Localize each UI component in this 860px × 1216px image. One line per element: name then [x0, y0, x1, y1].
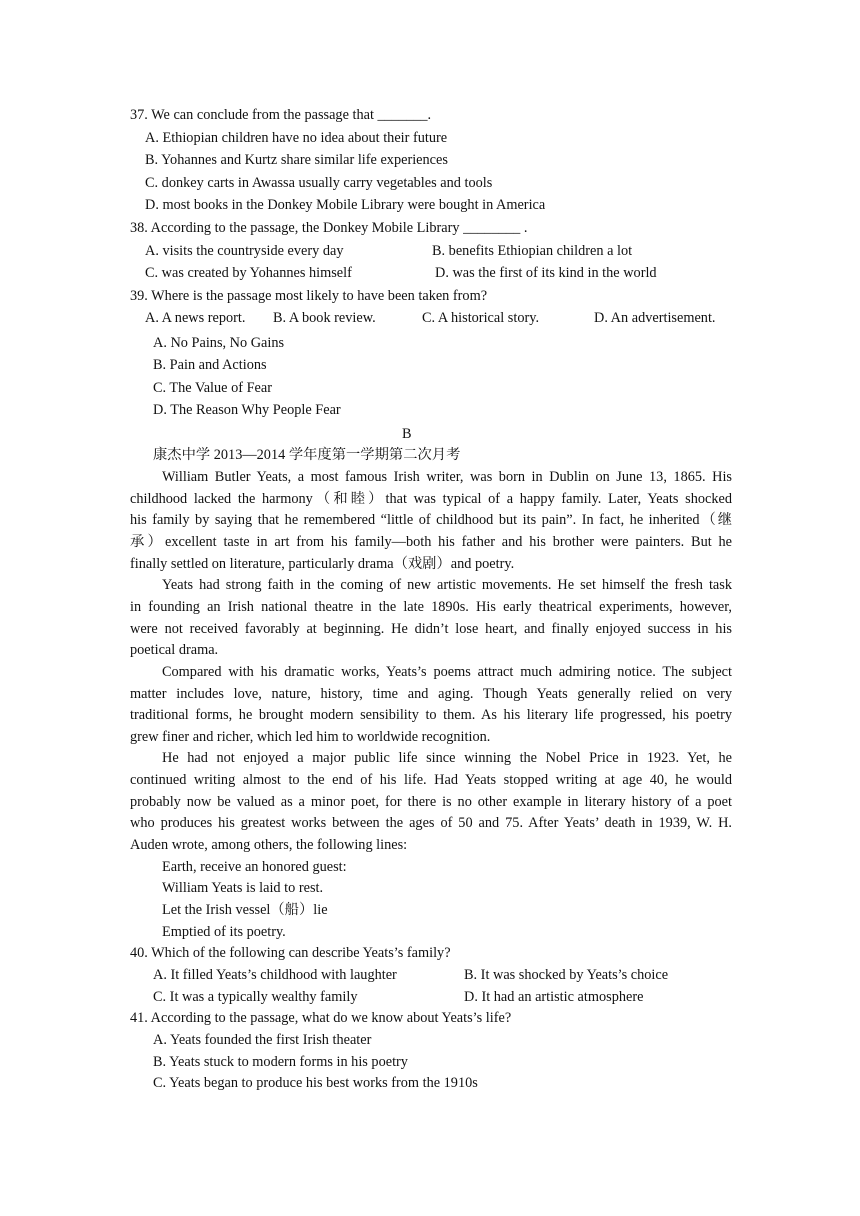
poem-line-4: Emptied of its poetry.	[162, 924, 286, 940]
p4-line-4: who produces his greatest works between the ages of 50 and 75. After Yeats’ death in 1939, W. H.	[130, 815, 732, 831]
q41-option-b: B. Yeats stuck to modern forms in his poetry	[153, 1054, 408, 1070]
p1-line-3: his family by saying that he remembered “little of childhood but its pain”. In fact, he inherited（继	[130, 512, 732, 528]
p3-line-4: grew finer and richer, which led him to worldwide recognition.	[130, 729, 491, 745]
poem-line-3: Let the Irish vessel（船）lie	[162, 902, 328, 918]
p3-line-3: traditional forms, he brought modern sensibility to them. As his literary life progressed, his poetry	[130, 707, 732, 723]
extra-option-d: D. The Reason Why People Fear	[153, 402, 341, 418]
q37-option-a: A. Ethiopian children have no idea about their future	[145, 130, 448, 146]
q37-option-d: D. most books in the Donkey Mobile Library were bought in America	[145, 197, 546, 213]
poem-line-1: Earth, receive an honored guest:	[162, 859, 347, 875]
p2-line-1: Yeats had strong faith in the coming of new artistic movements. He set himself the fresh task	[162, 577, 732, 593]
p2-line-2: in founding an Irish national theatre in the late 1890s. His early theatrical experiments, however,	[130, 599, 732, 615]
q41-stem: 41. According to the passage, what do we know about Yeats’s life?	[130, 1010, 512, 1026]
q40-option-b: B. It was shocked by Yeats’s choice	[464, 967, 669, 983]
p1-line-2: childhood lacked the harmony（和睦）that was typical of a happy family. Later, Yeats shocked	[130, 491, 732, 507]
p1-line-5: finally settled on literature, particularly drama（戏剧）and poetry.	[130, 556, 515, 572]
q37-stem: 37. We can conclude from the passage that _______.	[130, 107, 432, 123]
p4-line-1: He had not enjoyed a major public life since winning the Nobel Price in 1923. Yet, he	[162, 750, 732, 766]
extra-option-a: A. No Pains, No Gains	[153, 335, 285, 351]
q37-option-b: B. Yohannes and Kurtz share similar life experiences	[145, 152, 448, 168]
q38-option-a: A. visits the countryside every day	[145, 243, 344, 259]
extra-option-c: C. The Value of Fear	[153, 380, 272, 396]
q39-stem: 39. Where is the passage most likely to have been taken from?	[130, 288, 488, 304]
school-header: 康杰中学 2013—2014 学年度第一学期第二次月考	[153, 447, 461, 463]
p3-line-2: matter includes love, nature, history, time and aging. Though Yeats generally relied on very	[130, 686, 732, 702]
p2-line-4: poetical drama.	[130, 642, 219, 658]
p3-line-1: Compared with his dramatic works, Yeats’s poems attract much admiring notice. The subject	[162, 664, 732, 680]
p1-line-1: William Butler Yeats, a most famous Irish writer, was born in Dublin on June 13, 1865. His	[162, 469, 732, 485]
q40-option-c: C. It was a typically wealthy family	[153, 989, 358, 1005]
q38-option-d: D. was the first of its kind in the world	[435, 265, 657, 281]
q39-option-b: B. A book review.	[273, 310, 376, 326]
p2-line-3: were not received favorably at beginning. He didn’t lose heart, and finally enjoyed success in his	[130, 621, 732, 637]
p4-line-5: Auden wrote, among others, the following lines:	[130, 837, 408, 853]
p1-line-4: 承）excellent taste in art from his family—both his father and his brother were painters. But he	[130, 534, 732, 550]
section-letter: B	[402, 426, 412, 442]
q39-option-d: D. An advertisement.	[594, 310, 716, 326]
q37-option-c: C. donkey carts in Awassa usually carry vegetables and tools	[145, 175, 493, 191]
q40-stem: 40. Which of the following can describe Yeats’s family?	[130, 945, 451, 961]
q39-option-c: C. A historical story.	[422, 310, 540, 326]
q38-option-b: B. benefits Ethiopian children a lot	[432, 243, 633, 259]
q38-option-c: C. was created by Yohannes himself	[145, 265, 352, 281]
q40-option-d: D. It had an artistic atmosphere	[464, 989, 644, 1005]
q39-option-a: A. A news report.	[145, 310, 246, 326]
q38-stem: 38. According to the passage, the Donkey Mobile Library ________ .	[130, 220, 528, 236]
q41-option-c: C. Yeats began to produce his best works from the 1910s	[153, 1075, 478, 1091]
q41-option-a: A. Yeats founded the first Irish theater	[153, 1032, 372, 1048]
q40-option-a: A. It filled Yeats’s childhood with laughter	[153, 967, 397, 983]
p4-line-3: probably now be valued as a minor poet, for there is no other example in literary history of a poet	[130, 794, 732, 810]
extra-option-b: B. Pain and Actions	[153, 357, 267, 373]
poem-line-2: William Yeats is laid to rest.	[162, 880, 324, 896]
p4-line-2: continued writing almost to the end of his life. Had Yeats stopped writing at age 40, he would	[130, 772, 732, 788]
